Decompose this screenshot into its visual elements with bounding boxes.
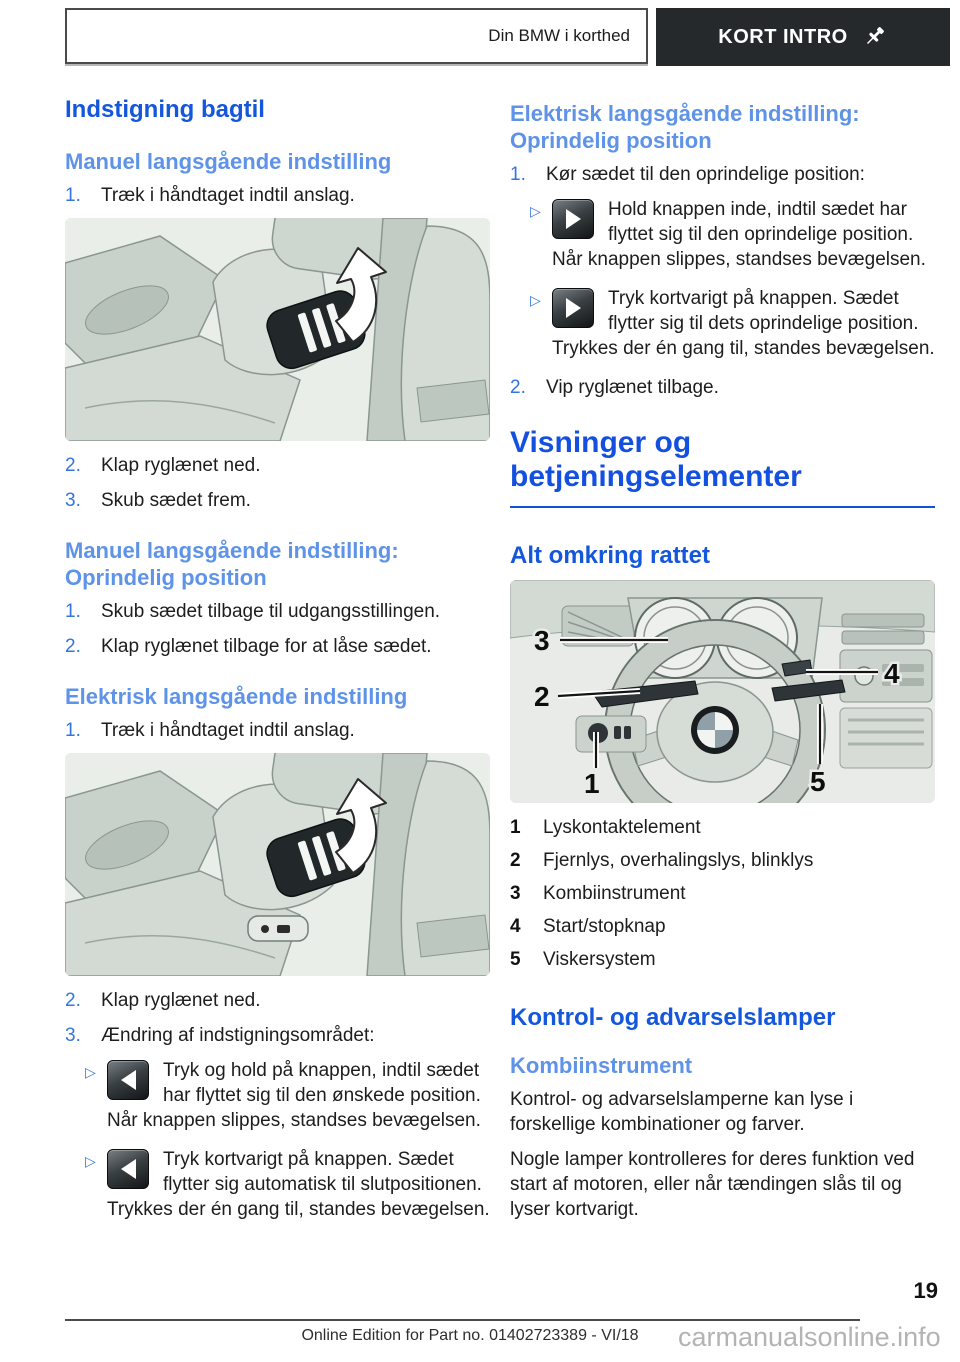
triangle-bullet-icon: ▷ (530, 292, 541, 308)
legend-item (510, 881, 935, 906)
list-item (65, 634, 490, 659)
step-text: Vip ryglænet tilbage. (546, 377, 719, 398)
left-column (65, 96, 490, 1236)
legend-item (510, 848, 935, 873)
wheel-callout-4: 4 (884, 658, 900, 689)
right-column (510, 96, 935, 1232)
sub-bullet-item (530, 197, 935, 272)
chapter-title-visninger: Visninger og betjeningselementer (510, 426, 935, 508)
chapter-tab (656, 8, 950, 66)
bullet-text: Hold knappen inde, indtil sædet har flyttet sig til den oprindelige position. Når knappen slippes, standses bevægelsen. (552, 199, 926, 270)
list-item (510, 162, 935, 187)
legend-label: Kombiinstrument (543, 883, 686, 904)
step-text: Kør sædet til den oprindelige position: (546, 164, 865, 185)
wheel-callout-5: 5 (810, 766, 826, 797)
step-number: 2. (65, 990, 81, 1011)
wheel-callout-1: 1 (584, 768, 600, 799)
step-text: Klap ryglænet ned. (101, 990, 261, 1011)
subheading-kombiinstrument: Kombiinstrument (510, 1053, 693, 1078)
triangle-bullet-icon: ▷ (85, 1153, 96, 1169)
legend-item (510, 914, 935, 939)
step-text: Ændring af indstigningsområdet: (101, 1025, 375, 1046)
edition-note: Online Edition for Part no. 01402723389 - VI/18 (301, 1327, 639, 1344)
list-item (65, 453, 490, 478)
step-number: 2. (65, 455, 81, 476)
list-item (65, 1023, 490, 1048)
step-number: 1. (510, 164, 526, 185)
wheel-callout-2: 2 (534, 681, 550, 712)
step-text: Skub sædet tilbage til udgangsstillingen. (101, 601, 441, 622)
legend-number: 4 (510, 916, 521, 937)
running-header-box (65, 8, 648, 64)
footer-divider (65, 1319, 860, 1321)
step-text: Klap ryglænet tilbage for at låse sædet. (101, 636, 432, 657)
bullet-text: Tryk kortvarigt på knappen. Sædet flytter sig automatisk til slutpositionen. Trykkes der én gang til, standes bevægelsen. (107, 1149, 490, 1220)
triangle-bullet-icon: ▷ (530, 203, 541, 219)
step-text: Skub sædet frem. (101, 490, 251, 511)
step-number: 3. (65, 490, 81, 511)
list-item (65, 183, 490, 208)
chapter-tab-label: KORT INTRO (718, 25, 848, 48)
step-number: 3. (65, 1025, 81, 1046)
list-item (65, 718, 490, 743)
triangle-bullet-icon: ▷ (85, 1064, 96, 1080)
bullet-text: Tryk og hold på knappen, indtil sædet har flyttet sig til den ønskede position. Når knappen slippes, standses bevægelsen. (107, 1060, 481, 1131)
seat-move-back-button-icon (107, 1060, 149, 1100)
step-text: Træk i håndtaget indtil anslag. (101, 720, 355, 741)
step-number: 1. (65, 720, 81, 741)
legend-item (510, 947, 935, 972)
step-number: 2. (510, 377, 526, 398)
legend-label: Viskersystem (543, 949, 656, 970)
list-item (65, 599, 490, 624)
legend-number: 3 (510, 883, 521, 904)
step-number: 1. (65, 185, 81, 206)
list-item (65, 988, 490, 1013)
watermark-link[interactable]: carmanualsonline.info (678, 1322, 941, 1352)
list-item (65, 488, 490, 513)
legend-label: Lyskontaktelement (543, 817, 701, 838)
step-text: Klap ryglænet ned. (101, 455, 261, 476)
legend-label: Fjernlys, overhalingslys, blinklys (543, 850, 814, 871)
seat-move-forward-button-icon (552, 288, 594, 328)
section-title-alt-omkring-rattet: Alt omkring rattet (510, 542, 711, 569)
legend-number: 5 (510, 949, 521, 970)
subheading-elektrisk-indstilling: Elektrisk langsgående indstilling (65, 684, 408, 709)
pushpin-icon (864, 25, 888, 49)
paragraph: Kontrol- og advarselslamperne kan lyse i forskellige kombinationer og farver. (510, 1089, 854, 1135)
sub-bullet-item (85, 1058, 490, 1133)
list-item (510, 375, 935, 400)
seat-move-forward-button-icon (552, 199, 594, 239)
wheel-legend (510, 815, 935, 972)
subheading-elektrisk-oprindelig-position: Elektrisk langsgående indstilling: Oprindelig position (510, 101, 860, 153)
paragraph: Nogle lamper kontrolleres for deres funktion ved start af motoren, eller når tændingen slås til og lyser kortvarigt. (510, 1149, 915, 1220)
section-title-kontrol-advarselslamper: Kontrol- og advarselslamper (510, 1004, 836, 1031)
subheading-manuel-oprindelig-position: Manuel langsgående indstilling: Oprindelig position (65, 538, 399, 590)
step-number: 1. (65, 601, 81, 622)
document-title: Din BMW i korthed (488, 26, 630, 45)
electric-seat-adjustment-figure (65, 753, 490, 976)
sub-bullet-item (530, 286, 935, 361)
seat-move-back-button-icon (107, 1149, 149, 1189)
sub-bullet-item (85, 1147, 490, 1222)
bullet-text: Tryk kortvarigt på knappen. Sædet flytter sig til dets oprindelige position. Trykkes der én gang til, standes bevægelsen. (552, 288, 935, 359)
legend-number: 1 (510, 817, 521, 838)
page-number: 19 (913, 1278, 938, 1303)
legend-number: 2 (510, 850, 521, 871)
steering-wheel-overview-figure (510, 580, 935, 803)
step-number: 2. (65, 636, 81, 657)
legend-label: Start/stopknap (543, 916, 666, 937)
manual-seat-adjustment-figure (65, 218, 490, 441)
step-text: Træk i håndtaget indtil anslag. (101, 185, 355, 206)
subheading-manuel-indstilling: Manuel langsgående indstilling (65, 149, 392, 174)
wheel-callout-3: 3 (534, 625, 550, 656)
legend-item (510, 815, 935, 840)
section-title-indstigning-bagtil: Indstigning bagtil (65, 96, 265, 123)
